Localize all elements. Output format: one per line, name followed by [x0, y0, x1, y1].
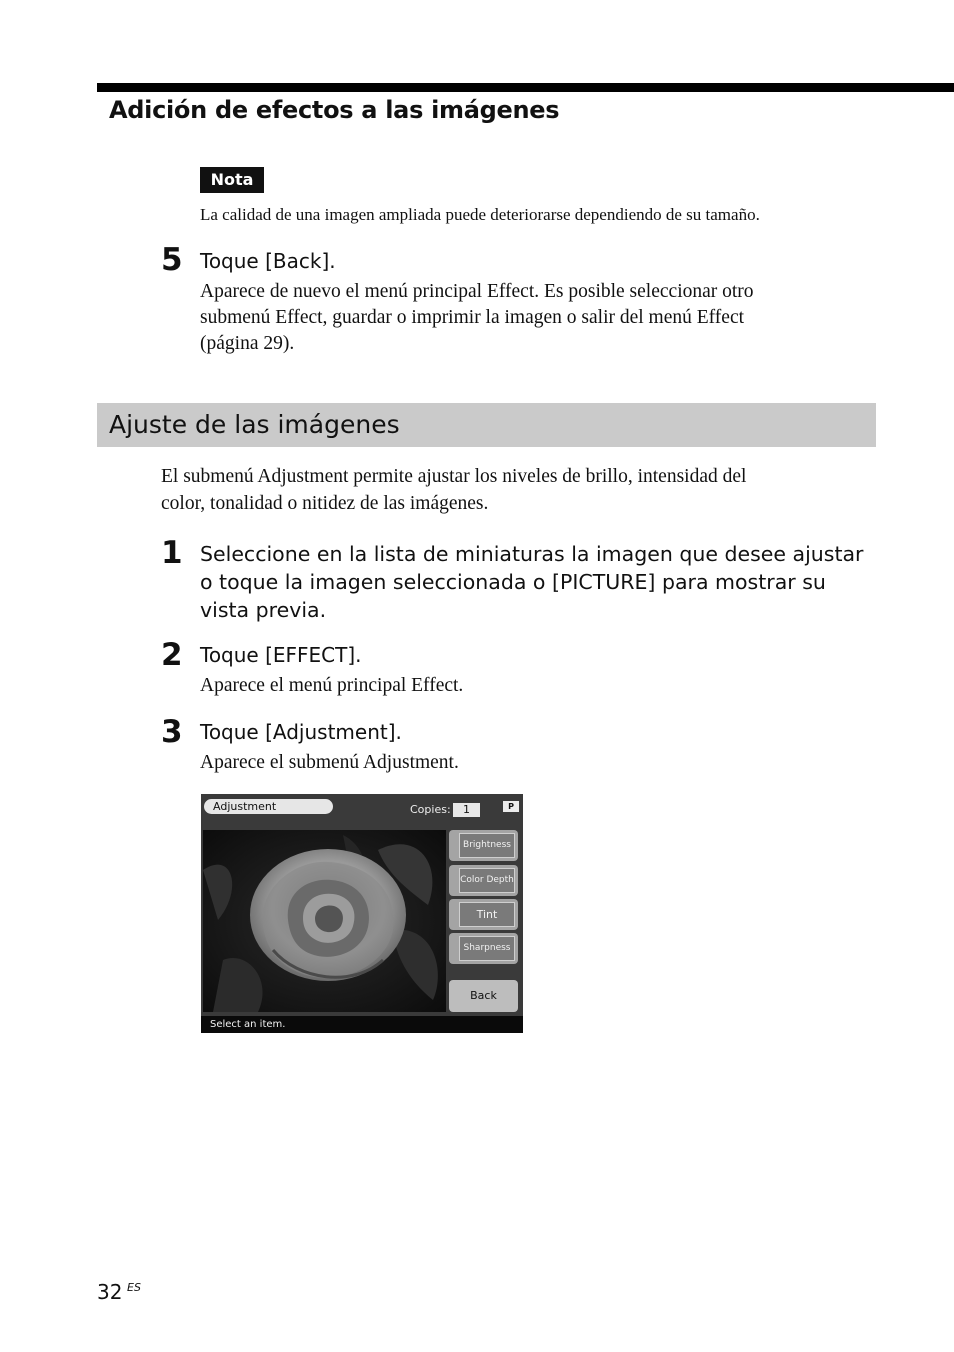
copies-label: Copies: — [410, 803, 451, 816]
step-1-heading-line: Seleccione en la lista de miniaturas la imagen que desee ajustar — [200, 542, 864, 566]
step-3-number: 3 — [161, 714, 183, 750]
copies-field[interactable]: 1 — [453, 803, 480, 817]
tint-button[interactable] — [449, 899, 518, 930]
camellia-photo — [203, 830, 446, 1012]
adjustment-screen — [201, 794, 523, 1033]
brightness-button[interactable] — [449, 830, 518, 861]
color-depth-button[interactable] — [449, 865, 518, 896]
brightness-button-label: Brightness — [459, 833, 515, 858]
intro-line: color, tonalidad o nitidez de las imágenes. — [161, 493, 489, 514]
step-5-heading: Toque [Back]. — [200, 249, 336, 273]
step-5-body-line: (página 29). — [200, 333, 295, 354]
step-1-heading-line: o toque la imagen seleccionada o [PICTURE] para mostrar su — [200, 570, 826, 594]
note-text: La calidad de una imagen ampliada puede deteriorarse dependiendo de su tamaño. — [200, 205, 760, 224]
intro-paragraph — [161, 463, 861, 517]
page-language: ES — [127, 1281, 141, 1294]
submenu-title-pill: Adjustment — [204, 799, 333, 814]
section-title-efectos: Adición de efectos a las imágenes — [109, 96, 560, 124]
section-top-rule — [97, 83, 954, 92]
step-2-body: Aparece el menú principal Effect. — [200, 675, 464, 696]
page-number: 32 — [97, 1280, 123, 1304]
step-3-heading: Toque [Adjustment]. — [200, 720, 402, 744]
back-button[interactable]: Back — [449, 980, 518, 1012]
sharpness-button-label: Sharpness — [459, 936, 515, 961]
step-5-body-line: submenú Effect, guardar o imprimir la imagen o salir del menú Effect — [200, 307, 745, 328]
status-bar: Select an item. — [201, 1016, 523, 1033]
preview-image — [203, 830, 446, 1012]
intro-line: El submenú Adjustment permite ajustar los niveles de brillo, intensidad del — [161, 466, 747, 487]
color-depth-button-label: Color Depth — [459, 868, 515, 893]
step-1-heading — [200, 540, 863, 624]
print-icon[interactable]: P — [503, 801, 519, 812]
step-5-body-line: Aparece de nuevo el menú principal Effect. Es posible seleccionar otro — [200, 281, 754, 302]
tint-button-label: Tint — [459, 902, 515, 927]
step-3-body: Aparece el submenú Adjustment. — [200, 752, 459, 773]
step-1-number: 1 — [161, 535, 183, 571]
step-5-body — [200, 279, 754, 357]
section-title-ajuste: Ajuste de las imágenes — [109, 410, 400, 439]
step-5-number: 5 — [161, 242, 183, 278]
step-2-heading: Toque [EFFECT]. — [200, 643, 362, 667]
note-badge: Nota — [200, 167, 264, 193]
sharpness-button[interactable] — [449, 933, 518, 964]
step-1-heading-line: vista previa. — [200, 598, 327, 622]
step-2-number: 2 — [161, 637, 183, 673]
